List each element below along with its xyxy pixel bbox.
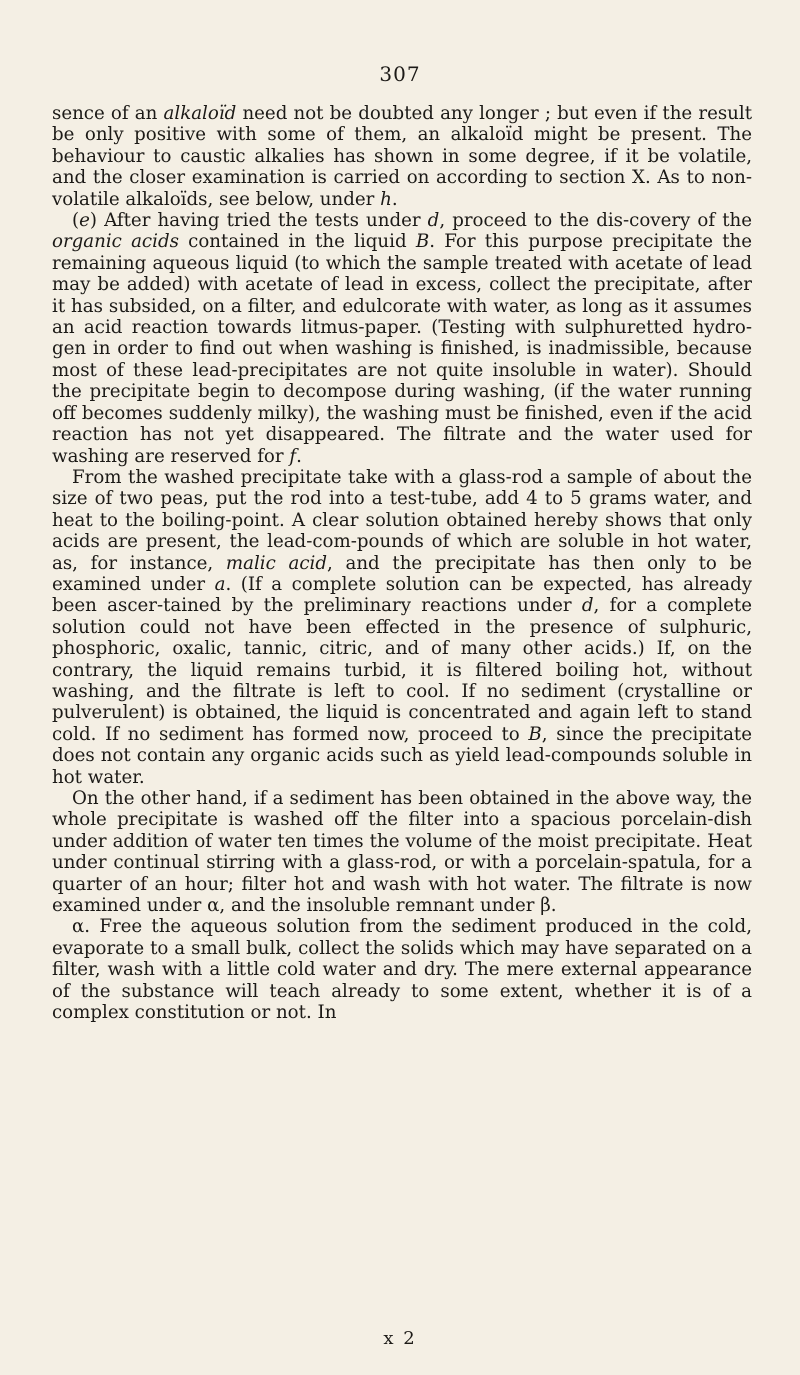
text-run: On the other hand, if a sediment has been obtained in the above way, the whole precipitate is washed off the filter into a spacious porcelain-dish under addition of water ten times the volume of the moist precipitate. Heat under continual stirring with a glass-rod, or with a porcelain-spatula, for a quarter of an hour; filter hot and wash with hot water. The filtrate is now examined under α, and the insoluble remnant under β.: [52, 788, 752, 917]
body-text: [52, 103, 752, 1023]
italic-run: d: [427, 210, 440, 232]
paragraph-sediment: [52, 788, 752, 916]
text-run: .: [296, 445, 302, 467]
text-run: sence of an: [52, 103, 164, 124]
italic-run: malic acid: [225, 552, 328, 574]
italic-run: d: [581, 595, 594, 617]
paragraph-washed-precipitate: [52, 467, 752, 788]
italic-run: organic acids: [52, 231, 179, 253]
paragraph-aqueous-solution: [52, 916, 752, 1023]
text-run: , proceed to the dis-covery of the: [439, 210, 752, 232]
italic-run: f: [289, 445, 297, 467]
italic-run: h: [380, 188, 392, 210]
italic-run: a: [214, 573, 226, 595]
italic-run: B: [528, 723, 542, 745]
text-run: α. Free the aqueous solution from the sediment produced in the cold, evaporate to a small bulk, collect the solids which may have separated on a filter, wash with a little cold water and dry. The mere external appearance of the substance will teach already to some extent, whether it is of a complex constitution or not. In: [52, 916, 752, 1024]
text-run: , since the precipitate does not contain any organic acids such as yield lead-compounds soluble in hot water.: [52, 723, 752, 788]
italic-run: alkaloïd: [163, 103, 237, 124]
text-run: ) After having tried the tests under: [89, 210, 428, 232]
text-run: need not be doubted any longer ; but even if the result be only positive with some of them, an alkaloïd might be present. The behaviour to caustic alkalies has shown in some degree, if it be volatile, and the closer examination is carried on according to section X. As to non-volatile alkaloïds, see below, under: [52, 103, 753, 210]
paragraph-alkaloid-note: [52, 103, 752, 210]
text-run: , for a complete solution could not have been effected in the presence of sulphuric, phosphoric, oxalic, tannic, citric, and of many other acids.) If, on the contrary, the liquid remains turbid, it is filtered boiling hot, without washing, and the filtrate is left to cool. If no sediment (crystalline or pulverulent) is obtained, the liquid is concentrated and again left to stand cold. If no sediment has formed now, proceed to: [52, 595, 752, 745]
text-run: .: [391, 188, 398, 210]
italic-run: e: [79, 210, 90, 232]
text-run: (: [72, 210, 80, 232]
signature-mark: x 2: [383, 1328, 417, 1349]
text-run: From the washed precipitate take with a glass-rod a sample of about the size of two peas, put the rod into a test-tube, add 4 to 5 grams water, and heat to the boiling-point. A clear solution obtained hereby shows that only acids are present, the lead-com-pounds of which are soluble in hot water, as, for instance,: [52, 466, 752, 574]
text-run: . (If a complete solution can be expected, has already been ascer-tained by the preliminary reactions under: [52, 573, 752, 617]
paragraph-organic-acids: [52, 210, 752, 467]
text-run: . For this purpose precipitate the remaining aqueous liquid (to which the sample treated with acetate of lead may be added) with acetate of lead in excess, collect the precipitate, after it has subsided, on a filter, and edulcorate with water, as long as it assumes an acid reaction towards litmus-paper. (Testing with sulphuretted hydro-gen in order to find out when washing is finished, is inadmissible, because most of these lead-precipitates are not quite insoluble in water). Should the precipitate begin to decompose during washing, (if the water running off becomes suddenly milky), the washing must be finished, even if the acid reaction has not yet disappeared. The filtrate and the water used for washing are reserved for: [52, 231, 752, 467]
text-run: contained in the liquid: [178, 231, 416, 253]
italic-run: B: [415, 231, 430, 253]
page-number: 307: [379, 62, 421, 86]
text-run: , and the precipitate has then only to be examined under: [52, 552, 752, 595]
